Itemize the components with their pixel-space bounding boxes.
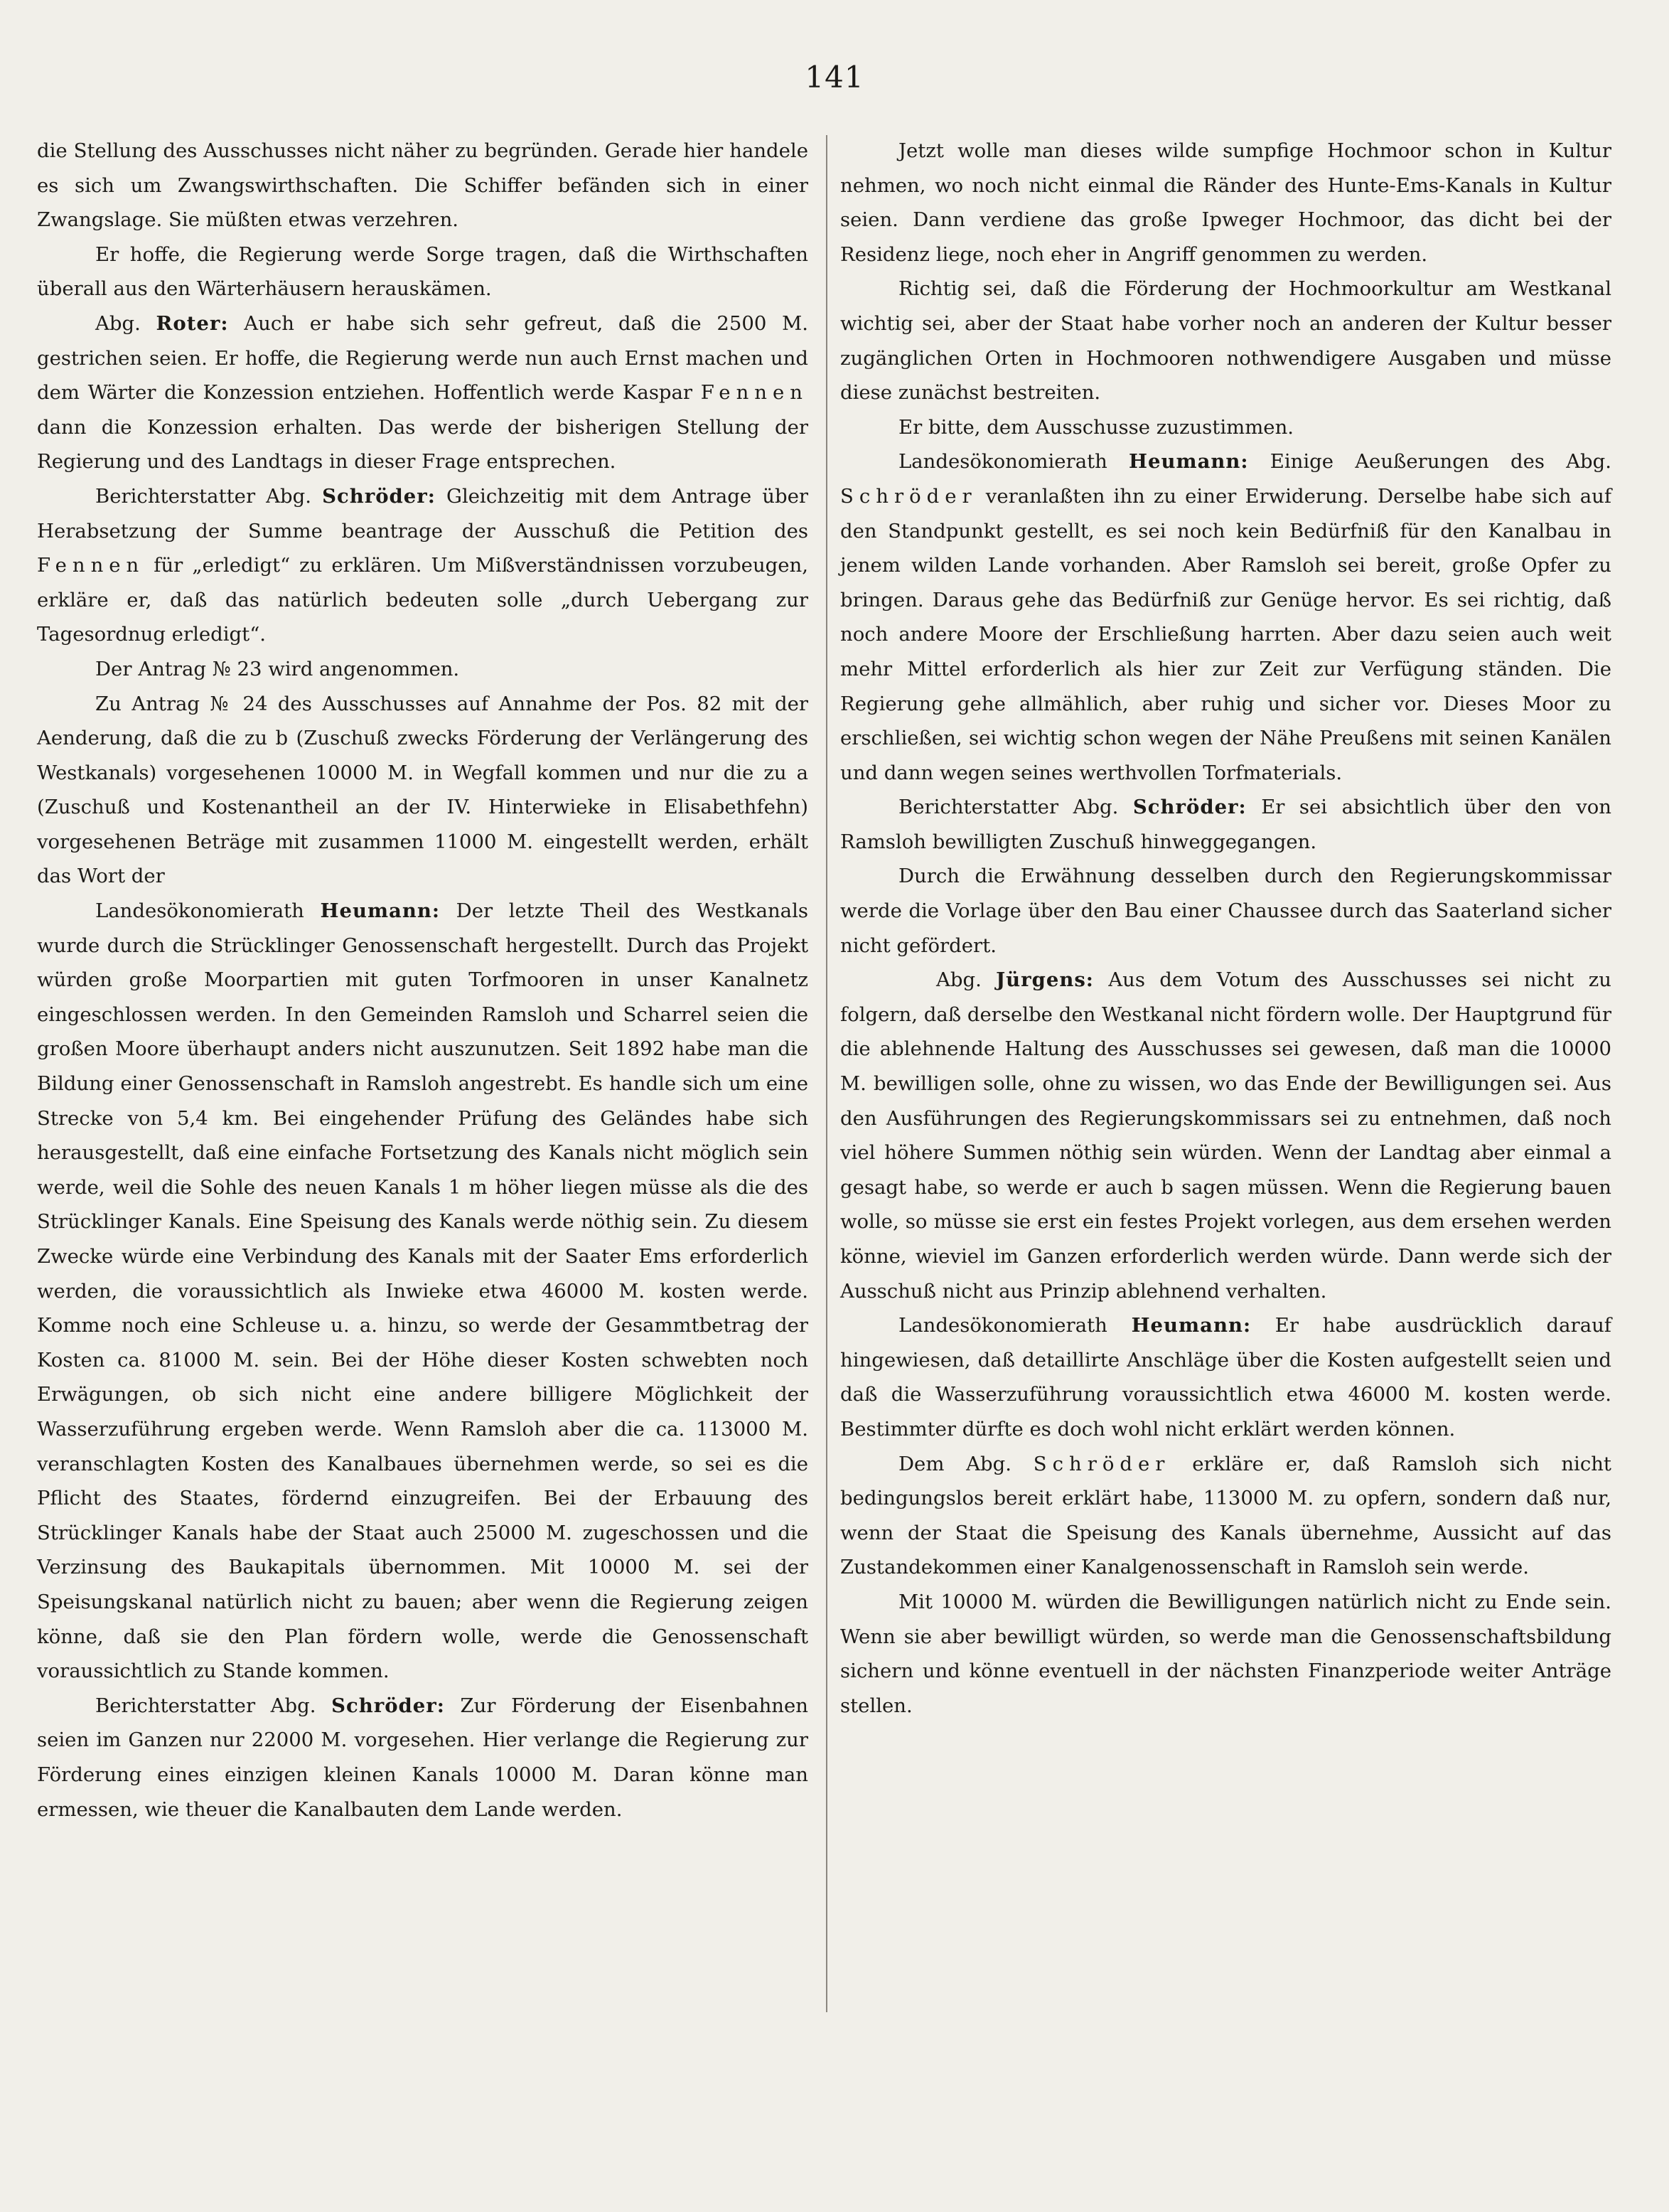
paragraph-text: Der letzte Theil des Westkanals wurde durch die Strücklinger Genossenschaft hergestellt. Durch das Projekt würden große Moorpartien mit guten Torfmooren in unser Kanalnetz eingeschlossen werden. In den Gemeinden Ramsloh und Scharrel seien die großen Moore überhaupt anders nicht auszunutzen. Seit 1892 habe man die Bildung einer Genossenschaft in Ramsloh angestrebt. Es handle sich um eine Strecke von 5,4 km. Bei eingehender Prüfung des Geländes habe sich herausgestellt, daß eine einfache Fortsetzung des Kanals nicht möglich sein werde, weil die Sohle des neuen Kanals 1 m höher liegen müsse als die des Strücklinger Kanals. Eine Speisung des Kanals werde nöthig sein. Zu diesem Zwecke würde eine Verbindung des Kanals mit der Saater Ems erforderlich werden, die voraussichtlich als Inwieke etwa 46000 M. kosten werde. Komme noch eine Schleuse u. a. hinzu, so werde der Gesammtbetrag der Kosten ca. 81000 M. sein. Bei der Höhe dieser Kosten schwebten noch Erwägungen, ob sich nicht eine andere billigere Möglichkeit der Wasserzuführung ergeben werde. Wenn Ramsloh aber die ca. 113000 M. veranschlagten Kosten des Kanalbaues übernehmen werde, so sei es die Pflicht des Staates, fördernd einzugreifen. Bei der Erbauung des Strücklinger Kanals habe der Staat auch 25000 M. zugeschossen und die Verzinsung des Baukapitals übernommen. Mit 10000 M. sei der Speisungskanal natürlich nicht zu bauen; aber wenn die Regierung zeigen könne, daß sie den Plan fördern wolle, werde die Genossenschaft voraussichtlich zu Stande kommen.: [37, 899, 808, 1683]
paragraph: Jetzt wolle man dieses wilde sumpfige Hochmoor schon in Kultur nehmen, wo noch nicht einmal die Ränder des Hunte-Ems-Kanals in Kultur seien. Dann verdiene das große Ipweger Hochmoor, das dicht bei der Residenz liege, noch eher in Angriff genommen zu werden.: [840, 139, 1611, 266]
speaker-title: Berichterstatter Abg.: [95, 1694, 316, 1717]
paragraph-text: für „erledigt“ zu erklären. Um Mißverständnissen vorzubeugen, erkläre er, daß das natürlich bedeuten solle „durch Uebergang zur Tagesordnug erledigt“.: [37, 554, 808, 646]
spaced-name: Fennen: [700, 381, 808, 405]
speaker-name: Heumann:: [1131, 1314, 1252, 1337]
paragraph-text: Zur Förderung der Eisenbahnen seien im Ganzen nur 22000 M. vorgesehen. Hier verlange die Regierung zur Förderung eines einzigen kleinen Kanals 10000 M. Daran könne man ermessen, wie theuer die Kanalbauten dem Lande werden.: [37, 1694, 809, 1821]
paragraph: Richtig sei, daß die Förderung der Hochmoorkultur am Westkanal wichtig sei, aber der Staat habe vorher noch an anderen der Kultur besser zugänglichen Orten in Hochmooren nothwendigere Ausgaben und müsse diese zunächst bestreiten.: [840, 277, 1611, 405]
paragraph-text: dann die Konzession erhalten. Das werde der bisherigen Stellung der Regierung und des Landtags in dieser Frage entsprechen.: [37, 415, 808, 474]
paragraph: Er hoffe, die Regierung werde Sorge tragen, daß die Wirthschaften überall aus den Wärterhäusern herauskämen.: [37, 242, 808, 301]
speaker-name: Schröder:: [322, 484, 436, 508]
paragraph-text: Er sei absichtlich über den von Ramsloh bewilligten Zuschuß hinweggegangen.: [840, 796, 1611, 853]
speaker-title: Abg.: [936, 968, 982, 992]
speaker-title: Landesökonomierath: [898, 1314, 1107, 1337]
speaker-title: Landesökonomierath: [898, 450, 1107, 474]
paragraph-text: Auch er habe sich sehr gefreut, daß die 2500 M. gestrichen seien. Er hoffe, die Regierung werde nun auch Ernst machen und dem Wärter die Konzession entziehen. Hoffentlich werde Kaspar: [37, 311, 808, 405]
speaker-name: Schröder:: [1132, 796, 1247, 819]
paragraph: [37, 1689, 808, 1827]
speaker-title: Abg.: [95, 311, 141, 335]
paragraph-text: Er habe ausdrücklich darauf hingewiesen, daß detaillirte Anschläge über die Kosten aufgestellt seien und daß die Wasserzuführung voraussichtlich etwa 46000 M. kosten werde. Bestimmter dürfte es doch wohl nicht erklärt werden können.: [840, 1314, 1611, 1441]
paragraph-text: Dem Abg.: [898, 1452, 1011, 1475]
paragraph-text: veranlaßten ihn zu einer Erwiderung. Derselbe habe sich auf den Standpunkt gestellt, es sei noch kein Bedürfniß für den Kanalbau in jenem wilden Lande vorhanden. Aber Ramsloh sei bereit, große Opfer zu bringen. Daraus gehe das Bedürfniß zur Genüge hervor. Es sei richtig, daß noch andere Moore der Erschließung harrten. Aber dazu seien auch weit mehr Mittel erforderlich als hier zur Zeit zur Verfügung ständen. Die Regierung gehe allmählich, aber ruhig und sicher vor. Dieses Moor zu erschließen, sei wichtig schon wegen der Nähe Preußens mit seinen Kanälen und dann wegen seines werthvollen Torfmaterials.: [840, 484, 1612, 784]
speaker-name: Jürgens:: [996, 968, 1094, 992]
paragraph: [37, 306, 808, 479]
paragraph: [840, 444, 1611, 790]
paragraph: [37, 894, 808, 1689]
paragraph: [840, 1308, 1611, 1446]
right-column: [840, 134, 1611, 1723]
paragraph: [840, 1447, 1611, 1585]
paragraph: [840, 790, 1611, 859]
paragraph: Er bitte, dem Ausschusse zuzustimmen.: [898, 415, 1294, 439]
paragraph: Zu Antrag № 24 des Ausschusses auf Annahme der Pos. 82 mit der Aenderung, daß die zu b (Zuschuß zwecks Förderung der Verlängerung des Westkanals) vorgesehenen 10000 M. in Wegfall kommen und nur die zu a (Zuschuß und Kostenantheil an der IV. Hinterwieke in Elisabethfehn) vorgesehenen Beträge mit zusammen 11000 M. eingestellt werden, erhält das Wort der: [37, 692, 808, 888]
spaced-name: Schröder: [840, 484, 977, 508]
paragraph-text: erkläre er, daß Ramsloh sich nicht bedingungslos bereit erklärt habe, 113000 M. zu opfern, sondern daß nur, wenn der Staat die Speisung des Kanals übernehme, Aussicht auf das Zustandekommen einer Kanalgenossenschaft in Ramsloh sein werde.: [840, 1452, 1611, 1579]
paragraph: [840, 963, 1611, 1308]
speaker-name: Schröder:: [331, 1694, 445, 1717]
speaker-name: Heumann:: [1129, 450, 1249, 474]
paragraph: die Stellung des Ausschusses nicht näher zu begründen. Gerade hier handele es sich um Zwangswirthschaften. Die Schiffer befänden sich in einer Zwangslage. Sie müßten etwas verzehren.: [37, 139, 808, 232]
paragraph: Mit 10000 M. würden die Bewilligungen natürlich nicht zu Ende sein. Wenn sie aber bewilligt würden, so werde man die Genossenschaftsbildung sichern und könne eventuell in der nächsten Finanzperiode weiter Anträge stellen.: [840, 1590, 1611, 1717]
paragraph-text: Gleichzeitig mit dem Antrage über Herabsetzung der Summe beantrage der Ausschuß die Petition des: [37, 484, 809, 543]
speaker-name: Heumann:: [320, 899, 441, 923]
paragraph: Der Antrag № 23 wird angenommen.: [95, 657, 460, 680]
page-number: 141: [805, 60, 864, 95]
paragraph-text: Aus dem Votum des Ausschusses sei nicht zu folgern, daß derselbe den Westkanal nicht fördern wolle. Der Hauptgrund für die ablehnende Haltung des Ausschusses sei gewesen, daß man die 10000 M. bewilligen solle, ohne zu wissen, wo das Ende der Bewilligungen sei. Aus den Ausführungen des Regierungskommissars sei zu entnehmen, daß noch viel höhere Summen nöthig sein würden. Wenn der Landtag aber einmal a gesagt habe, so werde er auch b sagen müssen. Wenn die Regierung bauen wolle, so müsse sie erst ein festes Projekt vorlegen, aus dem ersehen werden könne, wieviel im Ganzen erforderlich werden würde. Dann werde sich der Ausschuß nicht aus Prinzip ablehnend verhalten.: [840, 968, 1611, 1303]
speaker-title: Landesökonomierath: [95, 899, 304, 923]
speaker-title: Berichterstatter Abg.: [898, 796, 1119, 819]
spaced-name: Fennen: [37, 554, 145, 577]
speaker-title: Berichterstatter Abg.: [95, 484, 311, 508]
left-column: [37, 134, 808, 1827]
paragraph-text: Einige Aeußerungen des Abg.: [1270, 450, 1611, 474]
paragraph: [37, 479, 808, 652]
column-divider: [826, 135, 827, 2012]
speaker-name: Roter:: [156, 311, 229, 335]
paragraph: Durch die Erwähnung desselben durch den Regierungskommissar werde die Vorlage über den Bau einer Chaussee durch das Saaterland sicher nicht gefördert.: [840, 865, 1611, 957]
spaced-name: Schröder: [1033, 1452, 1171, 1475]
